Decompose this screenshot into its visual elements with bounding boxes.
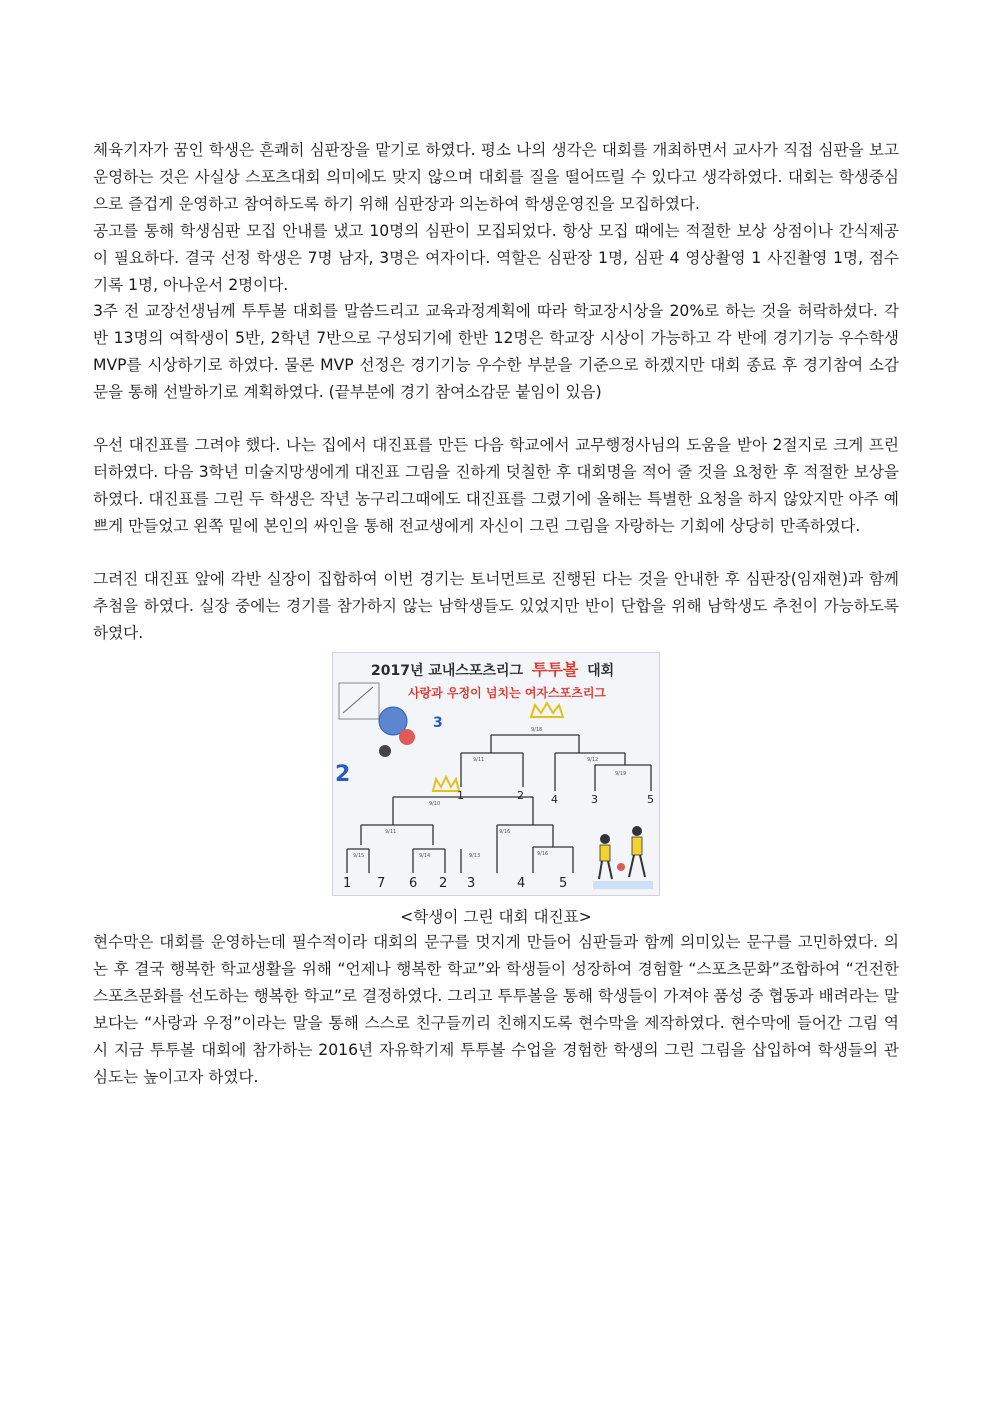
figure-caption: <학생이 그린 대회 대진표> [400,908,592,927]
svg-text:2: 2 [439,876,448,892]
paragraph-bracket-drawing: 우선 대진표를 그려야 했다. 나는 집에서 대진표를 만든 다음 학교에서 교무행정사님의 도움을 받아 2절지로 크게 프린터하였다. 다음 3학년 미술지망생에게 대진표 그림을 진하게 덧칠한 후 대회명을 적어 줄 것을 요청한 후 적절한 보상을 하였다. 대진표를 그린 두 학생은 작년 농구리그때에도 대진표를 그렸기에 올해는 특별한 요청을 하지 않았지만 아주 예쁘게 만들었고 왼쪽 밑에 본인의 싸인을 통해 전교생에게 자신이 그린 그림을 자랑하는 기회에 상당히 만족하였다. [93,436,899,535]
svg-text:3: 3 [467,876,476,892]
paragraph-referee-leader: 체육기자가 꿈인 학생은 흔쾌히 심판장을 맡기로 하였다. 평소 나의 생각은 대회를 개최하면서 교사가 직접 심판을 보고 운영하는 것은 사실상 스포츠대회 의미에도 맞지 않으며 대회를 질을 떨어뜨릴 수 있다고 생각하였다. 대회는 학생중심으로 즐겁게 운영하고 참여하도록 하기 위해 심판장과 의논하여 학생운영진을 모집하였다. [93,141,899,213]
grade-3-label: 3 [433,715,443,732]
svg-text:9/19: 9/19 [615,771,627,778]
svg-text:9/14: 9/14 [419,853,431,860]
svg-text:7: 7 [377,876,386,892]
svg-text:2017년 교내스포츠리그 투투볼 [371,660,614,679]
grade-2-label: 2 [335,762,351,788]
svg-text:9/10: 9/10 [429,801,441,808]
poster-title-highlight: 투투볼 [531,660,579,680]
paragraph-draw-lots: 그려진 대진표 앞에 각반 실장이 집합하여 이번 경기는 토너먼트로 진행된 다는 것을 안내한 후 심판장(임재현)과 함께 추첨을 하였다. 실장 중에는 경기를 참가하지 않는 남학생들도 있었지만 반이 단합을 위해 남학생도 추천이 가능하도록 하였다. [93,569,899,642]
svg-text:6: 6 [409,876,418,892]
svg-text:9/18: 9/18 [531,727,543,734]
svg-text:9/16: 9/16 [537,851,549,858]
paragraph-banner: 현수막은 대회를 운영하는데 필수적이라 대회의 문구를 멋지게 만들어 심판들과 함께 의미있는 문구를 고민하였다. 의논 후 결국 행복한 학교생활을 위해 “언제나 행복한 학교”와 학생들이 성장하여 경험할 “스포츠문화”조합하여 “건전한 스포츠문화를 선도하는 행복한 학교”로 결정하였다. 그리고 투투볼을 통해 학생들이 가져야 품성 중 협동과 배려라는 말보다는 “사랑과 우정”이라는 말을 통해 스스로 친구들끼리 친해지도록 현수막을 제작하였다. 현수막에 들어간 그림 역시 지금 투투볼 대회에 참가하는 2016년 자유학기제 투투볼 수업을 경험한 학생의 그린 그림을 삽입하여 학생들의 관심도는 높이고자 하였다. [93,933,899,1086]
spacer [93,540,899,566]
document-page [93,137,899,1091]
svg-text:9/16: 9/16 [499,829,511,836]
svg-text:9/11: 9/11 [473,757,485,764]
spacer [93,406,899,432]
svg-text:1: 1 [457,789,464,803]
bracket-figure [93,652,899,929]
poster-title-suffix: 대회 [587,663,615,680]
svg-text:9/15: 9/15 [353,853,365,860]
svg-text:4: 4 [517,876,526,892]
svg-text:5: 5 [559,876,568,892]
paragraph-referee-recruit: 공고를 통해 학생심판 모집 안내를 냈고 10명의 심판이 모집되었다. 항상 모집 때에는 적절한 보상 상점이나 간식제공이 필요하다. 결국 선정 학생은 7명 남자, 3명은 여자이다. 역할은 심판장 1명, 심판 4 영상촬영 1 사진촬영 1명, 점수기록 1명, 아나운서 2명이다. [93,221,899,294]
svg-text:3: 3 [591,793,598,807]
svg-text:9/12: 9/12 [587,757,599,764]
poster-title-prefix: 2017년 교내스포츠리그 [371,663,524,680]
paragraph-award-plan: 3주 전 교장선생님께 투투볼 대회를 말씀드리고 교육과정계획에 따라 학교장시상을 20%로 하는 것을 허락하셨다. 각반 13명의 여학생이 5반, 2학년 7반으로 구성되기에 한반 12명은 학교장 시상이 가능하고 각 반에 경기기능 우수학생 MVP를 시상하기로 하였다. 물론 MVP 선정은 경기기능 우수한 부분을 기준으로 하겠지만 대회 종료 후 경기참여 소감문을 통해 선발하기로 계획하였다. (끝부분에 경기 참여소감문 붙임이 있음) [93,302,899,402]
svg-text:5: 5 [647,793,654,807]
poster-subtitle: 사랑과 우정이 넘치는 여자스포츠리그 [408,686,607,701]
svg-text:9/11: 9/11 [385,829,397,836]
svg-text:4: 4 [551,793,558,807]
svg-text:2: 2 [517,789,524,803]
bracket-poster-image [332,652,660,896]
svg-text:9/13: 9/13 [469,853,481,860]
svg-text:1: 1 [343,876,352,892]
